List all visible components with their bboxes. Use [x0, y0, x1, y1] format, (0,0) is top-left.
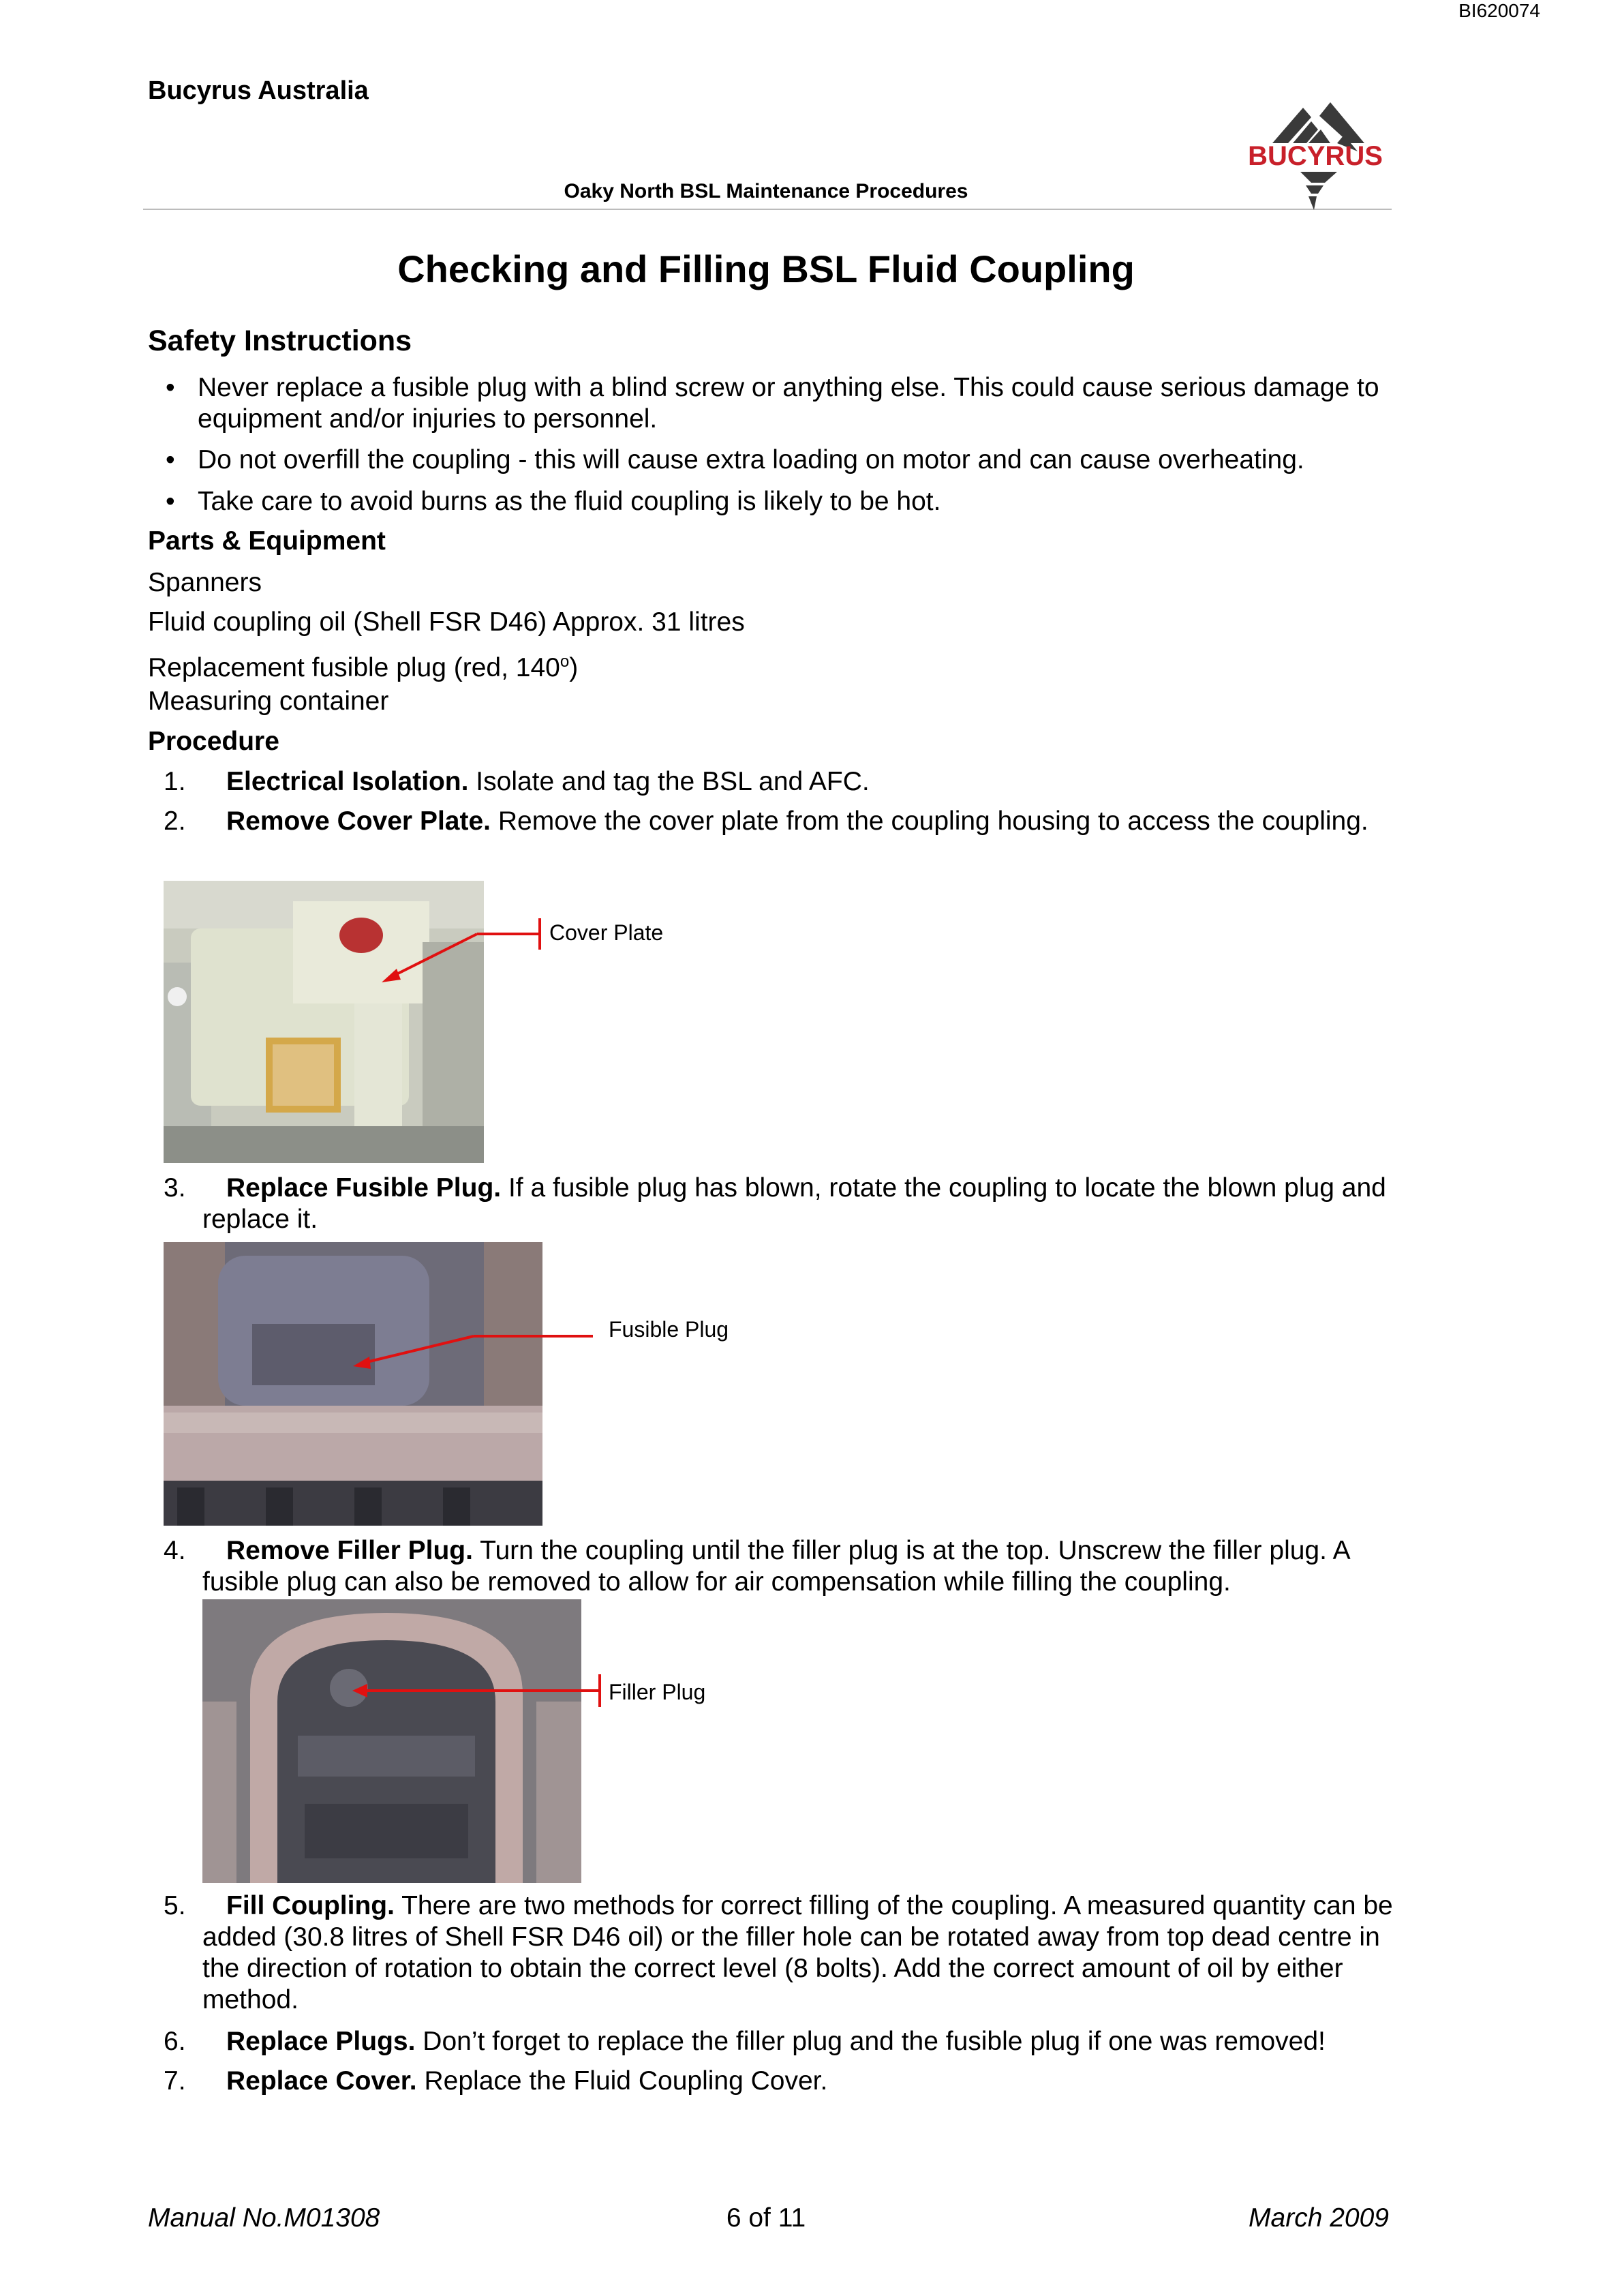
bullet-icon: • [166, 373, 175, 402]
step-text: Remove Cover Plate. Remove the cover plate from the coupling housing to access the coupling. [226, 806, 1368, 836]
procedure-heading: Procedure [148, 727, 279, 756]
safety-item: Never replace a fusible plug with a blind screw or anything else. This could cause serious damage to equipment and/or injuries to personnel. [198, 373, 1379, 434]
filler-plug-photo [202, 1599, 581, 1883]
step-number: 7. [164, 2066, 186, 2096]
logo-text: BUCYRUS [1248, 141, 1383, 171]
filler-plug-arrow [351, 1670, 610, 1711]
footer-manual-number: Manual No.M01308 [148, 2203, 380, 2233]
company-name: Bucyrus Australia [148, 76, 369, 105]
step-number: 2. [164, 806, 186, 836]
bullet-icon: • [166, 445, 175, 474]
filler-plug-caption: Filler Plug [609, 1680, 706, 1704]
logo-stripes-icon [1300, 172, 1337, 210]
footer-date: March 2009 [1249, 2203, 1389, 2233]
document-subtitle: Oaky North BSL Maintenance Procedures [564, 180, 968, 202]
document-id: BI620074 [1458, 0, 1540, 21]
parts-heading: Parts & Equipment [148, 526, 386, 556]
step-text: Remove Filler Plug. Turn the coupling until the filler plug is at the top. Unscrew the filler plug. A fusible plug can also be removed to allow for air compensation while filling the coupling. [202, 1536, 1349, 1597]
header-divider [143, 209, 1392, 210]
footer-page-number: 6 of 11 [726, 2203, 806, 2233]
fusible-plug-arrow [348, 1316, 593, 1384]
fusible-plug-caption: Fusible Plug [609, 1317, 729, 1342]
step-text: Electrical Isolation. Isolate and tag the BSL and AFC. [226, 767, 870, 796]
step-text: Replace Cover. Replace the Fluid Coupling Cover. [226, 2066, 828, 2096]
step-number: 4. [164, 1536, 186, 1565]
bullet-icon: • [166, 487, 175, 516]
fusible-plug-photo [164, 1242, 542, 1526]
bucyrus-logo [1235, 102, 1396, 211]
parts-item: Measuring container [148, 686, 389, 716]
page-title: Checking and Filling BSL Fluid Coupling [397, 247, 1135, 290]
safety-heading: Safety Instructions [148, 324, 412, 357]
safety-item: Take care to avoid burns as the fluid coupling is likely to be hot. [198, 487, 941, 516]
parts-item: Replacement fusible plug (red, 140$^o$) [148, 652, 579, 682]
step-text: Replace Fusible Plug. If a fusible plug has blown, rotate the coupling to locate the blown plug and replace it. [202, 1173, 1386, 1234]
parts-item: Spanners [148, 568, 262, 597]
cover-plate-caption: Cover Plate [549, 920, 664, 945]
step-number: 1. [164, 767, 186, 796]
step-number: 3. [164, 1173, 186, 1203]
safety-item: Do not overfill the coupling - this will cause extra loading on motor and can cause overheating. [198, 445, 1304, 474]
step-number: 5. [164, 1891, 186, 1920]
step-text: Fill Coupling. There are two methods for correct filling of the coupling. A measured quantity can be added (30.8 litres of Shell FSR D46 oil) or the filler hole can be rotated away from top dead centre in the direction of rotation to obtain the correct level (8 bolts). Add the correct amount of oil by either method. [202, 1891, 1393, 2014]
parts-item: Fluid coupling oil (Shell FSR D46) Approx. 31 litres [148, 607, 745, 637]
step-text: Replace Plugs. Don’t forget to replace the filler plug and the fusible plug if one was removed! [226, 2027, 1326, 2056]
cover-plate-arrow [382, 917, 552, 985]
step-number: 6. [164, 2027, 186, 2056]
